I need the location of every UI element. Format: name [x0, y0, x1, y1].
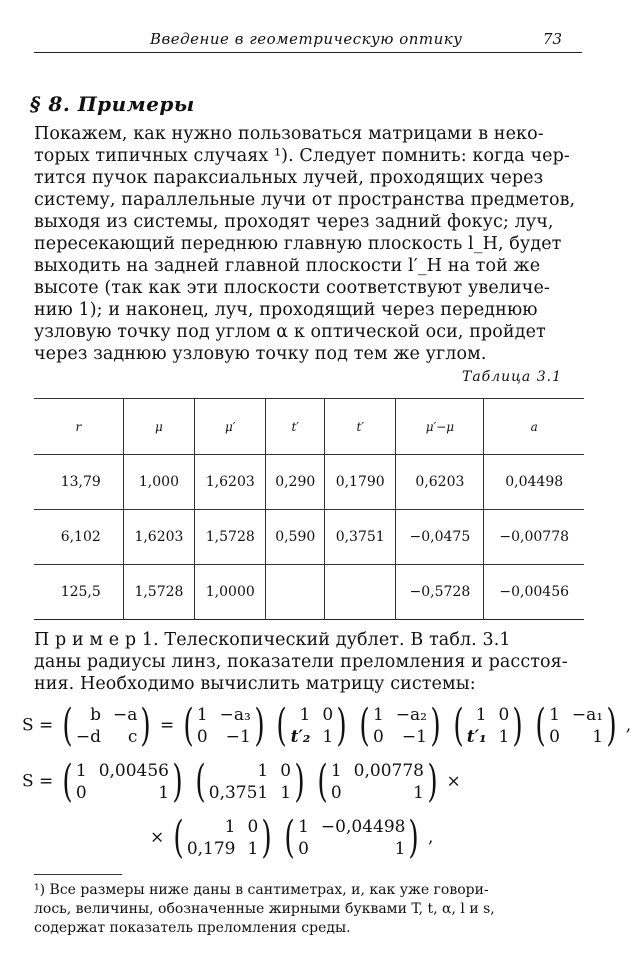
- matrix-entry: −a₁: [571, 705, 604, 725]
- matrix: ( 1 0,00456 0 1 ): [62, 756, 183, 807]
- matrix-entry: 1: [257, 761, 269, 781]
- column-header: t′: [325, 399, 396, 455]
- matrix: ( 1 0 0,3751 1 ): [195, 756, 305, 807]
- body-text-line: выходить на задней главной плоскости l′_H на той же: [34, 256, 541, 276]
- table-header-row: [34, 399, 584, 455]
- table-cell: 13,79: [34, 455, 123, 510]
- table-row: [34, 565, 584, 620]
- matrix-entry: 0: [298, 839, 309, 859]
- body-text-line: тится пучок параксиальных лучей, проходящих через: [34, 168, 544, 188]
- matrix: ( 1 0 t′₂ 1 ): [276, 700, 347, 751]
- matrix-entry: 1: [330, 761, 342, 781]
- matrix: ( 1 −a₁ 0 1 ): [535, 700, 617, 751]
- table-caption: Таблица 3.1: [462, 369, 562, 385]
- lens-data-table: [34, 398, 584, 620]
- matrix-entry: −1: [225, 727, 251, 747]
- equation-lhs: S =: [22, 771, 54, 792]
- table-row: [34, 510, 584, 565]
- body-text-line: пересекающий переднюю главную плоскость l_H, будет: [34, 234, 562, 254]
- matrix: ( 1 0,00778 0 1 ): [317, 756, 438, 807]
- matrix-entry: 0: [372, 727, 384, 747]
- matrix-entry: 1: [299, 705, 311, 725]
- matrix-entry: 0: [322, 705, 334, 725]
- times-sign: ×: [446, 771, 461, 792]
- equation-line-3: [150, 812, 434, 863]
- column-header: μ′: [195, 399, 266, 455]
- matrix-entry: 0: [549, 727, 560, 747]
- matrix: ( 1 −a₃ 0 −1 ): [183, 700, 265, 751]
- column-header: μ′−μ: [396, 399, 484, 455]
- matrix-entry: 0: [196, 727, 208, 747]
- matrix-entry: 1: [413, 783, 424, 803]
- example-text-line: ния. Необходимо вычислить матрицу системы:: [34, 674, 476, 694]
- table-cell: −0,0475: [396, 510, 484, 565]
- column-header: t′: [266, 399, 325, 455]
- table-cell: 1,000: [123, 455, 194, 510]
- footnote-line: лось, величины, обозначенные жирными буквами T, t, α, l и s,: [34, 901, 495, 917]
- matrix-entry: 1: [196, 705, 208, 725]
- footnote-line: ¹) Все размеры ниже даны в сантиметрах, и, как уже говори-: [34, 882, 489, 898]
- matrix-entry: −a₂: [395, 705, 427, 725]
- table-cell: 1,5728: [195, 510, 266, 565]
- body-text-line: выходя из системы, проходят через задний фокус; луч,: [34, 212, 554, 232]
- table-cell: 1,6203: [123, 510, 194, 565]
- section-title: § 8. Примеры: [30, 92, 195, 116]
- table-cell: 1,6203: [195, 455, 266, 510]
- matrix-entry: 1: [498, 727, 510, 747]
- header-rule: [34, 52, 582, 53]
- matrix: ( b −a −d c ): [62, 700, 152, 751]
- table-cell: 0,6203: [396, 455, 484, 510]
- matrix-entry: 0,00778: [353, 761, 424, 781]
- example-text-line: даны радиусы линз, показатели преломления и расстоя-: [34, 652, 568, 672]
- equation-line-1: [22, 700, 631, 751]
- matrix-entry: 1: [298, 817, 309, 837]
- page-number: 73: [542, 30, 562, 48]
- table-cell: 0,590: [266, 510, 325, 565]
- times-sign: ×: [150, 827, 165, 848]
- table-row: [34, 455, 584, 510]
- footnote-line: содержат показатель преломления среды.: [34, 920, 351, 936]
- matrix-entry: t′₁: [466, 727, 487, 747]
- column-header: μ: [123, 399, 194, 455]
- matrix-entry: 1: [224, 817, 236, 837]
- matrix-entry: 1: [322, 727, 334, 747]
- table-cell: 0,3751: [325, 510, 396, 565]
- matrix-entry: 1: [394, 839, 406, 859]
- table-cell: 0,04498: [484, 455, 584, 510]
- matrix-entry: 0: [330, 783, 342, 803]
- matrix-entry: 0,179: [186, 839, 236, 859]
- matrix-entry: 0,00456: [98, 761, 170, 781]
- matrix-entry: −a₃: [219, 705, 251, 725]
- table-cell: 125,5: [34, 565, 123, 620]
- body-text-line: Покажем, как нужно пользоваться матрицами в неко-: [34, 124, 544, 144]
- matrix: ( 1 0 t′₁ 1 ): [452, 700, 524, 751]
- body-text-line: нию 1); и наконец, луч, проходящий через переднюю: [34, 300, 538, 320]
- equation-line-2: [22, 756, 461, 807]
- running-header-title: Введение в геометрическую оптику: [150, 30, 463, 48]
- table-cell: 1,5728: [123, 565, 194, 620]
- column-header: a: [484, 399, 584, 455]
- matrix-entry: −1: [401, 727, 427, 747]
- matrix: ( 1 −a₂ 0 −1 ): [359, 700, 441, 751]
- column-header: r: [34, 399, 123, 455]
- punctuation: ,: [428, 827, 434, 848]
- matrix-entry: 1: [372, 705, 384, 725]
- matrix-entry: −d: [75, 727, 102, 747]
- matrix-entry: 0: [280, 761, 292, 781]
- body-text-line: торых типичных случаях ¹). Следует помнить: когда чер-: [34, 146, 570, 166]
- matrix-entry: 1: [158, 783, 170, 803]
- table-cell: 1,0000: [195, 565, 266, 620]
- punctuation: ,: [625, 715, 631, 736]
- body-text-line: высоте (так как эти плоскости соответствуют увеличе-: [34, 278, 550, 298]
- matrix-entry: 1: [75, 761, 87, 781]
- matrix-entry: 0: [75, 783, 87, 803]
- matrix-entry: 0: [498, 705, 510, 725]
- table-cell: −0,5728: [396, 565, 484, 620]
- body-text-line: узловую точку под углом α к оптической оси, пройдет: [34, 322, 546, 342]
- matrix-entry: c: [127, 727, 138, 747]
- matrix: ( 1 0 0,179 1 ): [173, 812, 273, 863]
- table-cell: −0,00778: [484, 510, 584, 565]
- matrix-entry: b: [90, 705, 102, 725]
- example-text-line: П р и м е р 1. Телескопический дублет. В табл. 3.1: [34, 630, 511, 650]
- matrix-entry: 1: [549, 705, 560, 725]
- footnote-rule: [34, 874, 122, 875]
- equals-sign: =: [159, 715, 175, 736]
- body-text-line: систему, параллельные лучи от пространства предметов,: [34, 190, 576, 210]
- equation-lhs: S =: [22, 715, 54, 736]
- matrix: ( 1 −0,04498 0 1 ): [284, 812, 420, 863]
- table-cell: 0,290: [266, 455, 325, 510]
- body-text-line: через заднюю узловую точку под тем же углом.: [34, 344, 487, 364]
- matrix-entry: 1: [280, 783, 292, 803]
- matrix-entry: 1: [592, 727, 604, 747]
- table-cell: [266, 565, 325, 620]
- matrix-entry: 0,3751: [208, 783, 269, 803]
- table-cell: 6,102: [34, 510, 123, 565]
- matrix-entry: −0,04498: [320, 817, 406, 837]
- matrix-entry: 0: [247, 817, 259, 837]
- matrix-entry: 1: [247, 839, 259, 859]
- matrix-entry: t′₂: [290, 727, 311, 747]
- table-cell: 0,1790: [325, 455, 396, 510]
- table-cell: −0,00456: [484, 565, 584, 620]
- matrix-entry: 1: [475, 705, 487, 725]
- matrix-entry: −a: [113, 705, 138, 725]
- table-cell: [325, 565, 396, 620]
